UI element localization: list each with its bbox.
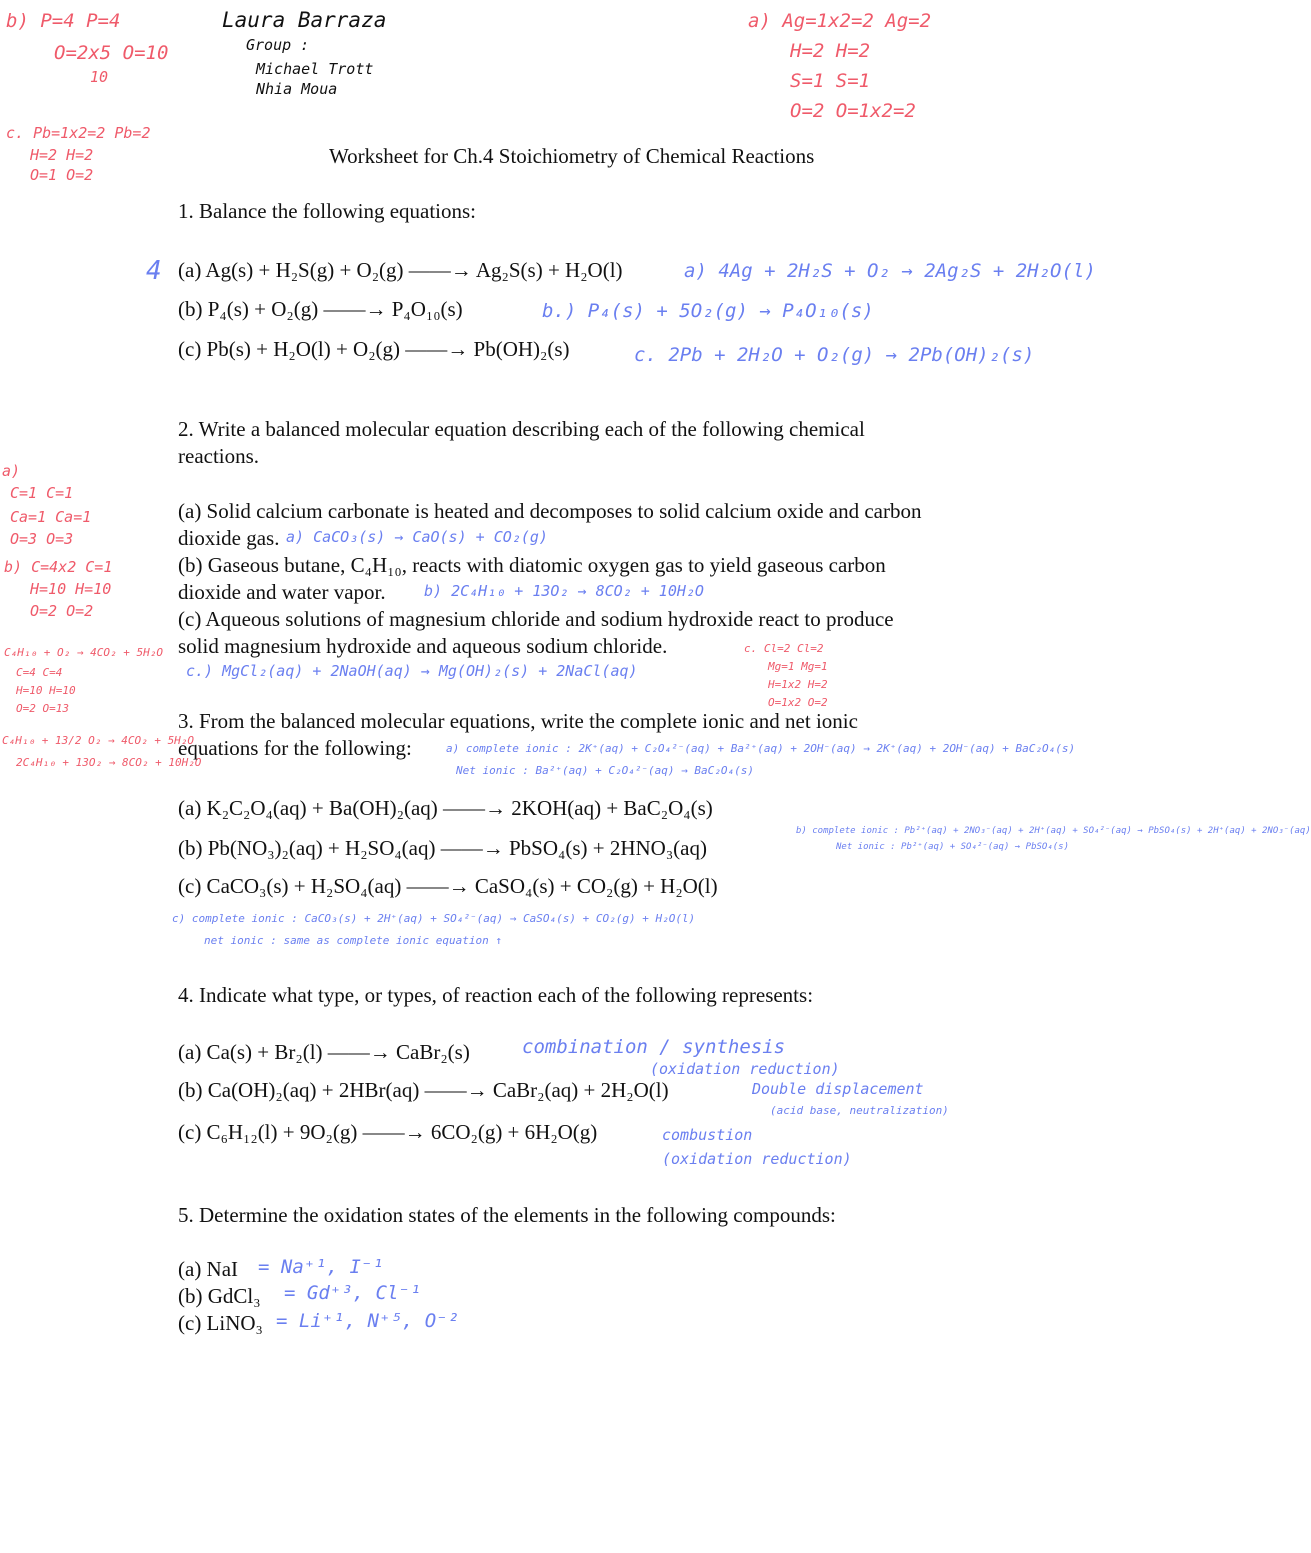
q2-part-c: (c) Aqueous solutions of magnesium chloride and sodium hydroxide react to produce [178, 607, 894, 631]
hw-answer-q1b: b.) P₄(s) + 5O₂(g) → P₄O₁₀(s) [542, 300, 874, 322]
hw-answer-q1a: a) 4Ag + 2H₂S + O₂ → 2Ag₂S + 2H₂O(l) [684, 260, 1096, 282]
margin-note: O=2 O=13 [16, 702, 69, 715]
q1-prompt: 1. Balance the following equations: [178, 199, 477, 223]
margin-note: O=3 O=3 [10, 530, 74, 548]
hw-answer-q2b: b) 2C₄H₁₀ + 13O₂ → 8CO₂ + 10H₂O [424, 582, 704, 600]
hw-answer-q4a: combination / synthesis [522, 1036, 786, 1058]
hw-answer-q4b: Double displacement [752, 1080, 924, 1098]
q3-equation-c: (c) CaCO₃(s) + H₂SO₄(aq) ——→ CaSO₄(s) + CO₂(g) + H₂O(l) [178, 874, 718, 898]
hw-answer-q3c-complete: c) complete ionic : CaCO₃(s) + 2H⁺(aq) + SO₄²⁻(aq) → CaSO₄(s) + CO₂(g) + H₂O(l) [172, 912, 696, 925]
q2-part-b-cont: dioxide and water vapor. [178, 580, 386, 604]
margin-note: c. Pb=1x2=2 Pb=2 [6, 124, 151, 142]
hw-answer-q5c: = Li⁺¹, N⁺⁵, O⁻² [276, 1310, 460, 1332]
margin-note: O=2 O=2 [30, 602, 94, 620]
q2-part-a-cont: dioxide gas. [178, 526, 280, 550]
margin-note: C₄H₁₀ + 13/2 O₂ → 4CO₂ + 5H₂O [2, 734, 195, 747]
q1-equation-c: (c) Pb(s) + H₂O(l) + O₂(g) ——→ Pb(OH)₂(s) [178, 337, 570, 361]
q5-part-b: (b) GdCl₃ [178, 1284, 261, 1308]
hw-answer-q3b-net: Net ionic : Pb²⁺(aq) + SO₄²⁻(aq) → PbSO₄(s) [836, 842, 1069, 852]
q2-part-a: (a) Solid calcium carbonate is heated and decomposes to solid calcium oxide and carbon [178, 499, 922, 523]
hw-answer-q4c-note: (oxidation reduction) [662, 1150, 852, 1168]
hw-coefficient: 4 [146, 256, 162, 286]
margin-note: a) [2, 462, 21, 480]
student-name: Laura Barraza [222, 8, 387, 32]
group-label: Group : [246, 36, 310, 54]
page-title: Worksheet for Ch.4 Stoichiometry of Chemical Reactions [329, 144, 815, 168]
margin-note: Mg=1 Mg=1 [768, 660, 828, 673]
hw-answer-q2c: c.) MgCl₂(aq) + 2NaOH(aq) → Mg(OH)₂(s) + 2NaCl(aq) [186, 662, 638, 680]
margin-note: b) C=4x2 C=1 [4, 558, 113, 576]
hw-answer-q2a: a) CaCO₃(s) → CaO(s) + CO₂(g) [286, 528, 548, 546]
q4-equation-c: (c) C₆H₁₂(l) + 9O₂(g) ——→ 6CO₂(g) + 6H₂O(g) [178, 1120, 598, 1144]
hw-answer-q3c-net: net ionic : same as complete ionic equation ↑ [204, 934, 503, 947]
q3-equation-b: (b) Pb(NO₃)₂(aq) + H₂SO₄(aq) ——→ PbSO₄(s) + 2HNO₃(aq) [178, 836, 707, 860]
q3-prompt: 3. From the balanced molecular equations, write the complete ionic and net ionic [178, 709, 858, 733]
margin-note: H=1x2 H=2 [768, 678, 828, 691]
margin-note: C=1 C=1 [10, 484, 74, 502]
margin-note: H=10 H=10 [16, 684, 76, 697]
margin-note: Ca=1 Ca=1 [10, 508, 92, 526]
margin-note: c. Cl=2 Cl=2 [744, 642, 824, 655]
q3-equation-a: (a) K₂C₂O₄(aq) + Ba(OH)₂(aq) ——→ 2KOH(aq) + BaC₂O₄(s) [178, 796, 713, 820]
q4-equation-a: (a) Ca(s) + Br₂(l) ——→ CaBr₂(s) [178, 1040, 470, 1064]
q2-prompt-cont: reactions. [178, 444, 260, 468]
hw-answer-q3a-net: Net ionic : Ba²⁺(aq) + C₂O₄²⁻(aq) → BaC₂O₄(s) [456, 764, 755, 777]
q4-prompt: 4. Indicate what type, or types, of reaction each of the following represents: [178, 983, 814, 1007]
q1-equation-b: (b) P₄(s) + O₂(g) ——→ P₄O₁₀(s) [178, 297, 463, 321]
q5-prompt: 5. Determine the oxidation states of the elements in the following compounds: [178, 1203, 836, 1227]
margin-note: a) Ag=1x2=2 Ag=2 [748, 10, 932, 32]
group-member-1: Michael Trott [256, 60, 374, 78]
margin-note: S=1 S=1 [790, 70, 871, 92]
margin-note: O=2x5 O=10 [54, 42, 169, 64]
hw-answer-q4c: combustion [662, 1126, 753, 1144]
margin-note: C=4 C=4 [16, 666, 63, 679]
hw-answer-q5a: = Na⁺¹, I⁻¹ [258, 1256, 384, 1278]
margin-note: H=2 H=2 [790, 40, 871, 62]
margin-note: O=2 O=1x2=2 [790, 100, 916, 122]
margin-note: b) P=4 P=4 [6, 10, 121, 32]
hw-answer-q4a-note: (oxidation reduction) [650, 1060, 840, 1078]
hw-answer-q1c: c. 2Pb + 2H₂O + O₂(g) → 2Pb(OH)₂(s) [634, 344, 1035, 366]
q2-part-b: (b) Gaseous butane, C₄H₁₀, reacts with diatomic oxygen gas to yield gaseous carbon [178, 553, 886, 577]
q2-part-c-cont: solid magnesium hydroxide and aqueous sodium chloride. [178, 634, 668, 658]
q4-equation-b: (b) Ca(OH)₂(aq) + 2HBr(aq) ——→ CaBr₂(aq) + 2H₂O(l) [178, 1078, 669, 1102]
margin-note: O=1x2 O=2 [768, 696, 828, 709]
q3-prompt-cont: equations for the following: [178, 736, 412, 760]
q5-part-a: (a) NaI [178, 1257, 239, 1281]
q5-part-c: (c) LiNO₃ [178, 1311, 263, 1335]
hw-answer-q3a-complete: a) complete ionic : 2K⁺(aq) + C₂O₄²⁻(aq) + Ba²⁺(aq) + 2OH⁻(aq) → 2K⁺(aq) + 2OH⁻(aq) + BaC₂O₄(s) [446, 742, 1076, 755]
hw-answer-q3b-complete: b) complete ionic : Pb²⁺(aq) + 2NO₃⁻(aq) + 2H⁺(aq) + SO₄²⁻(aq) → PbSO₄(s) + 2H⁺(aq) + 2NO₃⁻(aq) [796, 826, 1311, 836]
q1-equation-a: (a) Ag(s) + H₂S(g) + O₂(g) ——→ Ag₂S(s) + H₂O(l) [178, 258, 623, 282]
margin-note: 2C₄H₁₀ + 13O₂ → 8CO₂ + 10H₂O [16, 756, 202, 769]
q2-prompt: 2. Write a balanced molecular equation describing each of the following chemical [178, 417, 865, 441]
margin-note: O=1 O=2 [30, 166, 94, 184]
group-member-2: Nhia Moua [256, 80, 338, 98]
margin-note: C₄H₁₀ + O₂ → 4CO₂ + 5H₂O [4, 646, 163, 659]
margin-note: 10 [90, 68, 109, 86]
hw-answer-q5b: = Gd⁺³, Cl⁻¹ [284, 1282, 422, 1304]
hw-answer-q4b-note: (acid base, neutralization) [770, 1104, 949, 1117]
margin-note: H=10 H=10 [30, 580, 112, 598]
margin-note: H=2 H=2 [30, 146, 94, 164]
